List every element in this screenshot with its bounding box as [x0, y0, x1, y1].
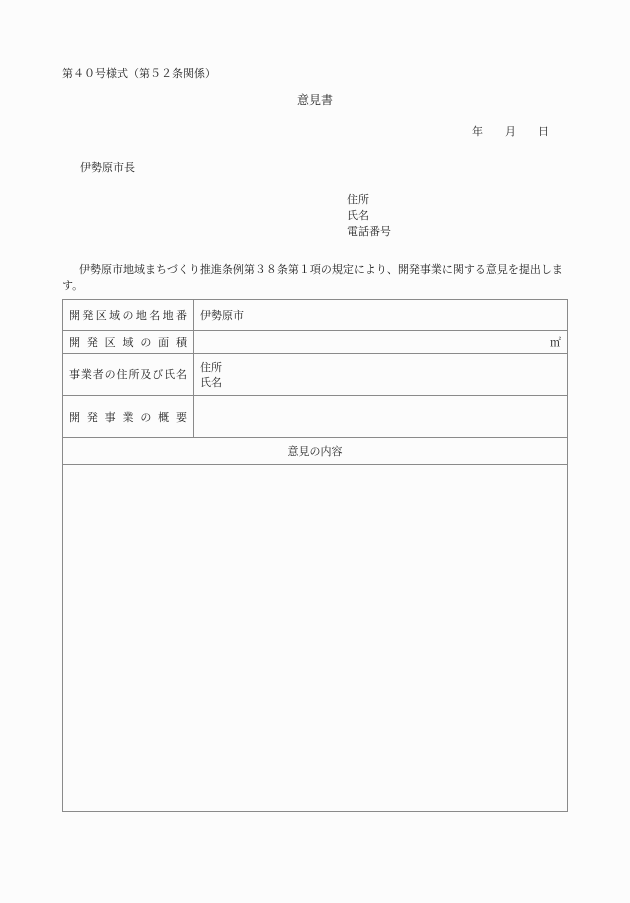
date-day: 日: [538, 125, 549, 138]
area-field[interactable]: ㎡: [194, 331, 568, 354]
table-row: [63, 438, 568, 465]
location-field[interactable]: 伊勢原市: [194, 300, 568, 331]
developer-label: 事業者の住所及び氏名: [63, 354, 194, 396]
date-year: 年: [472, 125, 483, 138]
applicant-block: [347, 192, 391, 240]
statement-paragraph: 伊勢原市地域まちづくり推進条例第３８条第１項の規定により、開発事業に関する意見を提出します。: [62, 263, 563, 292]
developer-address-label: 住所: [200, 360, 222, 374]
applicant-address-label: 住所: [347, 193, 369, 206]
developer-field[interactable]: [194, 354, 568, 396]
location-label: 開発区域の地名地番: [63, 300, 194, 331]
addressee: 伊勢原市長: [80, 161, 135, 174]
date-line: [472, 123, 571, 139]
document-title: 意見書: [296, 93, 333, 107]
applicant-name-label: 氏名: [347, 209, 369, 222]
table-row: [63, 396, 568, 438]
date-month: 月: [505, 125, 516, 138]
summary-label: 開発事業の概要: [63, 396, 194, 438]
table-row: [63, 300, 568, 331]
area-label: 開発区域の面積: [63, 331, 194, 354]
developer-name-label: 氏名: [200, 375, 222, 389]
table-row: [63, 331, 568, 354]
summary-field[interactable]: [194, 396, 568, 438]
opinion-header: 意見の内容: [63, 438, 568, 465]
form-number: 第４０号様式（第５２条関係）: [62, 67, 216, 80]
applicant-phone-label: 電話番号: [347, 225, 391, 238]
opinion-body-field[interactable]: [63, 465, 568, 812]
table-row: [63, 354, 568, 396]
opinion-form-table: [62, 299, 568, 812]
table-row: [63, 465, 568, 812]
